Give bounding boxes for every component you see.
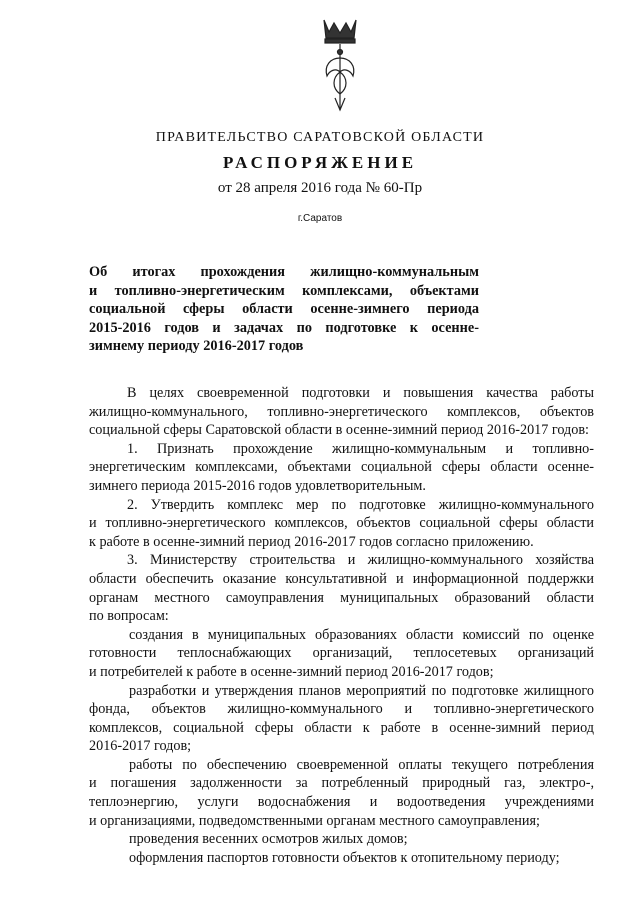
body-line: теплоэнергию, услуги водоснабжения и водоотведения учреждениями [89,794,594,811]
body-line: и топливно-энергетического комплексов, объектов социальной сферы области [89,515,594,532]
body-line: энергетическим комплексами, объектами социальной сферы области осенне- [89,459,594,476]
document-title [89,263,479,356]
body-line: области обеспечить оказание консультативной и информационной поддержки [89,570,594,587]
body-line: 1. Признать прохождение жилищно-коммунальным и топливно- [127,440,594,457]
document-city: г.Саратов [297,213,343,224]
title-line: социальной сферы области осенне-зимнего периода [89,301,479,317]
document-body [89,384,594,867]
body-line: и организациями, подведомственными органам местного самоуправления; [89,812,540,829]
body-line: разработки и утверждения планов мероприятий по подготовке жилищного [129,682,594,699]
title-line: зимнему периоду 2016-2017 годов [89,338,304,354]
document-type: РАСПОРЯЖЕНИЕ [222,153,418,172]
body-line: органам местного самоуправления муниципальных образований области [89,589,594,606]
body-line: готовности теплоснабжающих организаций, теплосетевых организаций [89,645,594,662]
title-line: и топливно-энергетическим комплексами, объектами [89,282,479,299]
body-line: В целях своевременной подготовки и повышения качества работы [127,385,594,401]
body-line: 2016-2017 годов; [89,738,192,755]
body-line: зимнего периода 2015-2016 годов удовлетворительным. [89,477,426,494]
document-date-number: от 28 апреля 2016 года № 60-Пр [217,180,423,196]
body-line: создания в муниципальных образованиях области комиссий по оценке [129,626,594,643]
body-line: по вопросам: [89,608,169,625]
body-line: социальной сферы Саратовской области в осенне-зимний период 2016-2017 годов: [89,422,590,439]
body-line: и погашения задолженности за потребленный природный газ, электро-, [89,775,594,792]
body-line: 3. Министерству строительства и жилищно-коммунального хозяйства [127,552,594,569]
body-line: комплексов, социальной сферы области к работе в осенне-зимний период [89,719,594,736]
title-line: 2015-2016 годов и задачах по подготовке к осенне- [89,319,479,336]
body-line: и потребителей к работе в осенне-зимний период 2016-2017 годов; [89,663,494,680]
body-line: оформления паспортов готовности объектов к отопительному периоду; [129,849,560,866]
title-line: Об итогах прохождения жилищно-коммунальным [89,264,479,280]
body-line: к работе в осенне-зимний период 2016-2017 годов согласно приложению. [89,533,534,550]
body-line: 2. Утвердить комплекс мер по подготовке жилищно-коммунального [127,496,594,513]
body-line: работы по обеспечению своевременной оплаты текущего потребления [129,756,594,773]
body-line: фонда, объектов жилищно-коммунального и топливно-энергетического [89,701,594,718]
coat-of-arms-emblem [318,14,362,116]
body-line: жилищно-коммунального, топливно-энергетического комплексов, объектов [89,403,594,420]
government-name: ПРАВИТЕЛЬСТВО САРАТОВСКОЙ ОБЛАСТИ [155,130,485,145]
body-line: проведения весенних осмотров жилых домов; [129,831,408,848]
